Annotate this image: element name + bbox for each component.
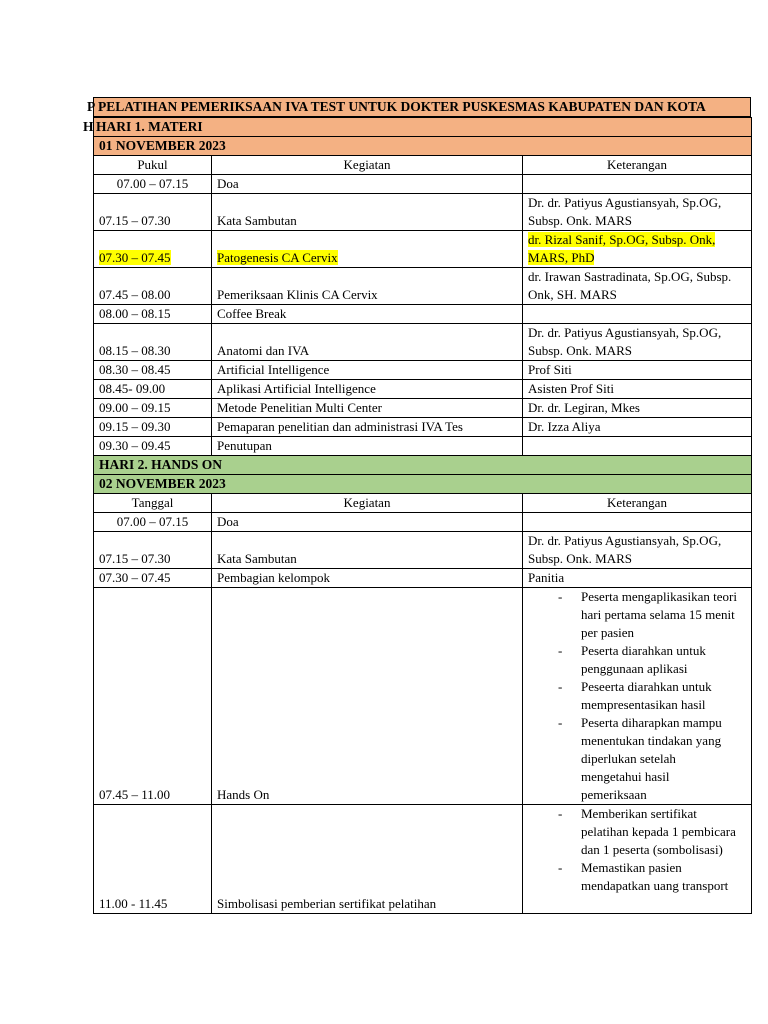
table-row-highlighted	[94, 231, 752, 268]
row-activity: Pembagian kelompok	[212, 569, 523, 588]
table-row	[94, 268, 752, 305]
row-activity: Doa	[212, 513, 523, 532]
row-activity: Artificial Intelligence	[212, 361, 523, 380]
list-item: - Peserta diharapkan mampu menentukan tindakan yang diperlukan setelah mengetahui hasil pemeriksaan	[528, 714, 746, 804]
row-time: 07.15 – 07.30	[94, 532, 212, 569]
row-time: 08.15 – 08.30	[94, 324, 212, 361]
table-row	[94, 418, 752, 437]
list-item: - Peserta mengaplikasikan teori hari pertama selama 15 menit per pasien	[528, 588, 746, 642]
col-header-pukul: Pukul	[94, 156, 212, 175]
row-time: 08.45- 09.00	[94, 380, 212, 399]
row-activity: Kata Sambutan	[212, 532, 523, 569]
row-note	[523, 437, 752, 456]
list-item: - Memastikan pasien mendapatkan uang transport	[528, 859, 746, 913]
row-activity: Penutupan	[212, 437, 523, 456]
row-note: Dr. Izza Aliya	[523, 418, 752, 437]
day1-heading-row	[94, 118, 752, 137]
row-note: Asisten Prof Siti	[523, 380, 752, 399]
col-header-tanggal: Tanggal	[94, 494, 212, 513]
table-row	[94, 324, 752, 361]
row-activity: Anatomi dan IVA	[212, 324, 523, 361]
row-note: Panitia	[523, 569, 752, 588]
table-row	[94, 361, 752, 380]
row-activity: Patogenesis CA Cervix	[217, 250, 338, 265]
row-activity: Aplikasi Artificial Intelligence	[212, 380, 523, 399]
row-activity: Pemaparan penelitian dan administrasi IVA Tes	[212, 418, 523, 437]
row-activity: Kata Sambutan	[212, 194, 523, 231]
row-time: 09.30 – 09.45	[94, 437, 212, 456]
row-time: 07.45 – 11.00	[94, 588, 212, 805]
col-header-keterangan: Keterangan	[523, 494, 752, 513]
day2-column-header	[94, 494, 752, 513]
row-activity: Hands On	[212, 588, 523, 805]
day1-heading-ghost: H	[83, 119, 94, 134]
row-time: 07.30 – 07.45	[99, 250, 171, 265]
day1-date-row	[94, 137, 752, 156]
list-item: - Peserta diarahkan untuk penggunaan aplikasi	[528, 642, 746, 678]
row-note: Dr. dr. Patiyus Agustiansyah, Sp.OG, Subsp. Onk. MARS	[523, 532, 752, 569]
document-title: PELATIHAN PEMERIKSAAN IVA TEST UNTUK DOKTER PUSKESMAS KABUPATEN DAN KOTA	[98, 99, 706, 114]
row-note: Dr. dr. Patiyus Agustiansyah, Sp.OG, Subsp. Onk. MARS	[523, 324, 752, 361]
row-time: 08.30 – 08.45	[94, 361, 212, 380]
list-item: - Memberikan sertifikat pelatihan kepada 1 pembicara dan 1 peserta (sombolisasi)	[528, 805, 746, 859]
row-time: 07.00 – 07.15	[94, 513, 212, 532]
row-note	[523, 175, 752, 194]
row-note	[523, 513, 752, 532]
day2-heading: HARI 2. HANDS ON	[94, 456, 752, 475]
col-header-kegiatan: Kegiatan	[212, 156, 523, 175]
col-header-kegiatan: Kegiatan	[212, 494, 523, 513]
row-time: 07.00 – 07.15	[94, 175, 212, 194]
row-activity: Metode Penelitian Multi Center	[212, 399, 523, 418]
day2-date: 02 NOVEMBER 2023	[94, 475, 752, 494]
row-activity: Pemeriksaan Klinis CA Cervix	[212, 268, 523, 305]
table-row	[94, 194, 752, 231]
table-row	[94, 175, 752, 194]
table-row	[94, 588, 752, 805]
day1-heading: HARI 1. MATERI	[96, 119, 203, 134]
row-time: 07.45 – 08.00	[94, 268, 212, 305]
row-time: 07.15 – 07.30	[94, 194, 212, 231]
table-row	[94, 399, 752, 418]
col-header-keterangan: Keterangan	[523, 156, 752, 175]
table-row	[94, 532, 752, 569]
row-note-list	[523, 805, 752, 914]
table-row	[94, 437, 752, 456]
table-row	[94, 805, 752, 914]
row-note: Prof Siti	[523, 361, 752, 380]
table-row	[94, 305, 752, 324]
row-note: dr. Irawan Sastradinata, Sp.OG, Subsp. Onk, SH. MARS	[523, 268, 752, 305]
row-note	[523, 305, 752, 324]
row-time: 08.00 – 08.15	[94, 305, 212, 324]
row-note: Dr. dr. Patiyus Agustiansyah, Sp.OG, Subsp. Onk. MARS	[523, 194, 752, 231]
table-row	[94, 513, 752, 532]
row-note: Dr. dr. Legiran, Mkes	[523, 399, 752, 418]
row-activity: Doa	[212, 175, 523, 194]
table-row	[94, 380, 752, 399]
row-time: 07.30 – 07.45	[94, 569, 212, 588]
row-time: 11.00 - 11.45	[94, 805, 212, 914]
row-activity: Coffee Break	[212, 305, 523, 324]
day2-date-row	[94, 475, 752, 494]
list-item: - Peseerta diarahkan untuk mempresentasikan hasil	[528, 678, 746, 714]
title-ghost-char: P	[87, 99, 96, 114]
day2-heading-row	[94, 456, 752, 475]
row-note-list	[523, 588, 752, 805]
notes-list	[528, 588, 746, 804]
row-time: 09.00 – 09.15	[94, 399, 212, 418]
day1-column-header	[94, 156, 752, 175]
table-row	[94, 569, 752, 588]
schedule-table	[83, 117, 752, 914]
notes-list	[528, 805, 746, 913]
row-time: 09.15 – 09.30	[94, 418, 212, 437]
day1-date: 01 NOVEMBER 2023	[94, 137, 752, 156]
row-activity: Simbolisasi pemberian sertifikat pelatihan	[212, 805, 523, 914]
row-note: dr. Rizal Sanif, Sp.OG, Subsp. Onk, MARS, PhD	[528, 232, 716, 265]
document-title-row	[87, 97, 751, 117]
